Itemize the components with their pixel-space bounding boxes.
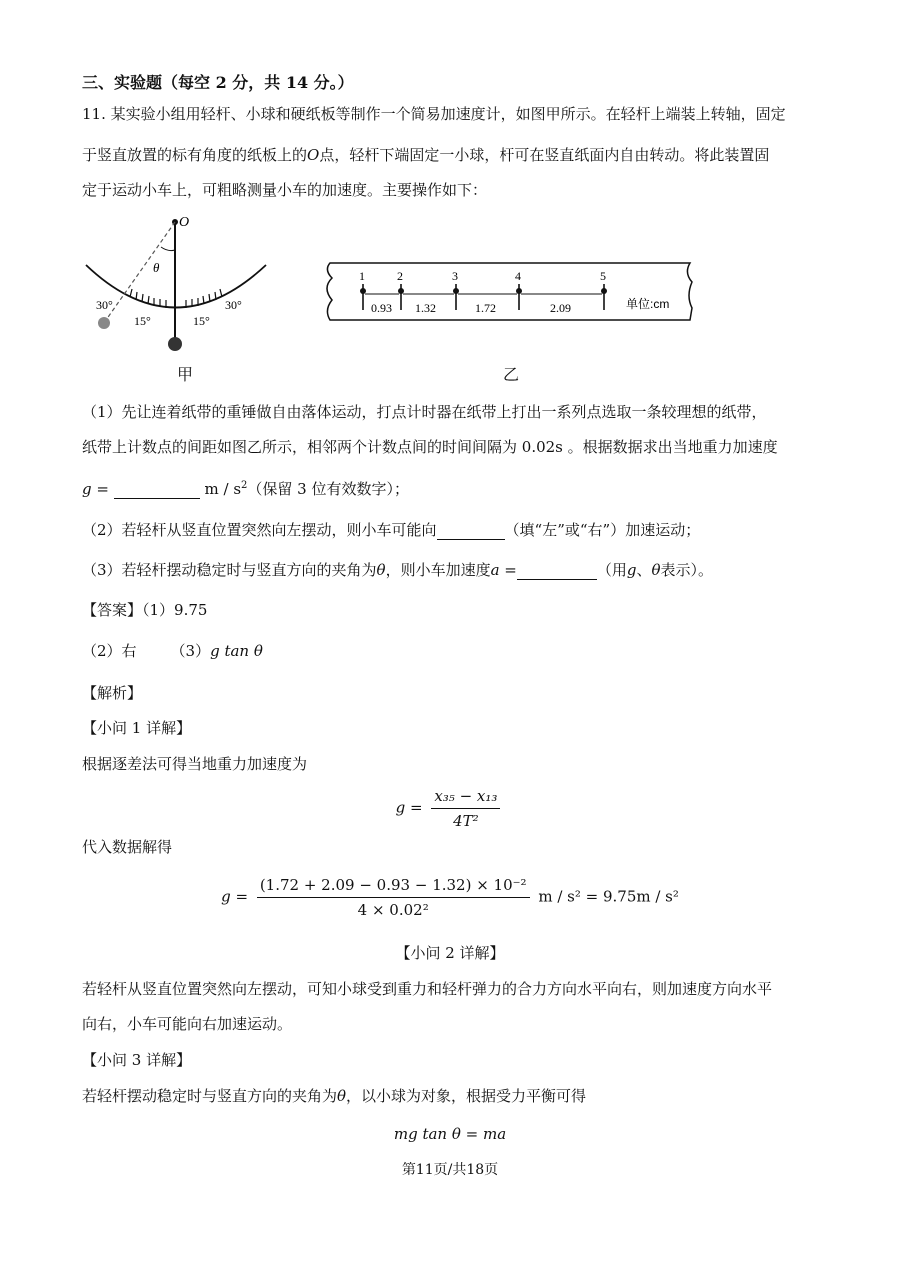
sub3-text-b: ，以小球为对象，根据受力平衡可得 <box>346 1087 587 1105</box>
point-label-5: 5 <box>600 269 606 283</box>
analysis-sub2-line2: 向右，小车可能向右加速运动。 <box>82 1015 293 1033</box>
part1-line3 <box>82 476 409 499</box>
sub3-theta: θ <box>337 1087 347 1105</box>
analysis-sub3-title: 【小问 3 详解】 <box>82 1051 192 1069</box>
answer-part2: （2）右 <box>82 642 137 660</box>
question-intro-line2 <box>82 145 769 165</box>
part1-line2: 纸带上计数点的间距如图乙所示，相邻两个计数点间的时间间隔为 0.02s 。根据数据求出当地重力加速度 <box>82 438 778 456</box>
spacing-label-2: 1.32 <box>415 301 436 315</box>
formula2-denominator: 4 × 0.02² <box>357 901 429 919</box>
spacing-label-1: 0.93 <box>371 301 392 315</box>
intro-text-a: 于竖直放置的标有角度的纸板上的 <box>82 146 308 164</box>
point-label-1: 1 <box>359 269 365 283</box>
part3-text-c: （用 <box>596 561 627 579</box>
angle-mark-right-15: 15° <box>193 314 210 328</box>
part2-text-b: （填“左”或“右”）加速运动； <box>504 521 701 539</box>
intro-point-O: O <box>307 146 320 164</box>
part3-text-a: （3）若轻杆摆动稳定时与竖直方向的夹角为 <box>82 561 377 579</box>
angle-mark-left-30: 30° <box>96 298 113 312</box>
formula1-fraction <box>431 786 500 831</box>
formula2-rhs: m / s² = 9.75m / s² <box>538 887 679 906</box>
formula-1 <box>0 786 900 831</box>
part3-theta: θ <box>376 561 386 579</box>
part1-line1: （1）先让连着纸带的重锤做自由落体运动，打点计时器在纸带上打出一系列点选取一条较理想的纸带， <box>82 403 767 421</box>
pivot-label: O <box>179 215 190 230</box>
formula-2 <box>0 875 900 920</box>
page-footer: 第11页/共18页 <box>401 1162 499 1178</box>
figure-b-caption: 乙 <box>503 365 520 384</box>
part3-sep: 、 <box>636 561 652 579</box>
part3-text-b: ，则小车加速度 <box>385 561 491 579</box>
part3-line <box>82 560 713 580</box>
ball-deflected <box>98 317 110 329</box>
formula2-numerator: (1.72 + 2.09 − 0.93 − 1.32) × 10⁻² <box>257 875 530 898</box>
figure-b-ticker-tape <box>318 258 700 328</box>
part3-theta-2: θ <box>651 561 661 579</box>
rod-deflected <box>106 222 175 320</box>
answer-line1: 【答案】（1）9.75 <box>82 601 208 619</box>
analysis-sub1-text2: 代入数据解得 <box>82 838 173 856</box>
spacing-label-4: 2.09 <box>550 301 571 315</box>
formula1-lhs: g = <box>395 798 423 817</box>
g-prefix: g = <box>82 480 109 498</box>
g-unit: m / s <box>204 480 242 498</box>
ball-vertical <box>168 337 182 351</box>
g-unit-exp: 2 <box>241 480 248 491</box>
part3-text-d: 表示）。 <box>660 561 714 579</box>
point-label-4: 4 <box>515 269 521 283</box>
theta-label: θ <box>153 260 160 275</box>
analysis-sub2-line1: 若轻杆从竖直位置突然向左摆动，可知小球受到重力和轻杆弹力的合力方向水平向右，则加速度方向水平 <box>82 980 773 998</box>
spacing-label-3: 1.72 <box>475 301 496 315</box>
analysis-sub3-line1 <box>82 1086 586 1106</box>
answer-part3-label: （3） <box>170 642 211 660</box>
point-label-2: 2 <box>397 269 403 283</box>
blank-direction[interactable] <box>437 523 505 540</box>
section-title: 三、实验题（每空 2 分，共 14 分。） <box>82 73 354 92</box>
sub3-text-a: 若轻杆摆动稳定时与竖直方向的夹角为 <box>82 1087 338 1105</box>
figure-a-accelerometer <box>80 210 280 360</box>
formula1-numerator: x₃₅ − x₁₃ <box>431 786 500 809</box>
part2-text-a: （2）若轻杆从竖直位置突然向左摆动，则小车可能向 <box>82 521 437 539</box>
formula1-denominator: 4T² <box>453 812 479 830</box>
formula2-fraction <box>257 875 530 920</box>
answer-part3-value: g tan θ <box>210 642 263 660</box>
figure-a-caption: 甲 <box>177 365 194 384</box>
formula-3: mg tan θ = ma <box>393 1125 507 1143</box>
analysis-sub2-title: 【小问 2 详解】 <box>395 944 505 962</box>
blank-acceleration[interactable] <box>517 563 597 580</box>
question-intro-line1: 11. 某实验小组用轻杆、小球和硬纸板等制作一个简易加速度计，如图甲所示。在轻杆上端装上转轴，固定 <box>82 105 786 123</box>
answer-line2 <box>82 641 263 661</box>
angle-mark-right-30: 30° <box>225 298 242 312</box>
blank-g[interactable] <box>114 482 200 499</box>
part3-g: g <box>626 561 637 579</box>
question-intro-line3: 定于运动小车上，可粗略测量小车的加速度。主要操作如下： <box>82 181 488 199</box>
intro-text-b: 点，轻杆下端固定一小球，杆可在竖直纸面内自由转动。将此装置固 <box>319 146 770 164</box>
formula2-lhs: g = <box>221 887 249 906</box>
part1-note: （保留 3 位有效数字）； <box>247 480 409 498</box>
point-label-3: 3 <box>452 269 458 283</box>
theta-arc <box>161 247 175 251</box>
analysis-label: 【解析】 <box>82 684 143 702</box>
tape-unit-label: 单位:cm <box>626 297 670 311</box>
analysis-sub1-title: 【小问 1 详解】 <box>82 719 192 737</box>
analysis-sub1-text: 根据逐差法可得当地重力加速度为 <box>82 755 308 773</box>
part2-line <box>82 520 700 540</box>
part3-a-eq: a = <box>490 561 517 579</box>
angle-mark-left-15: 15° <box>134 314 151 328</box>
